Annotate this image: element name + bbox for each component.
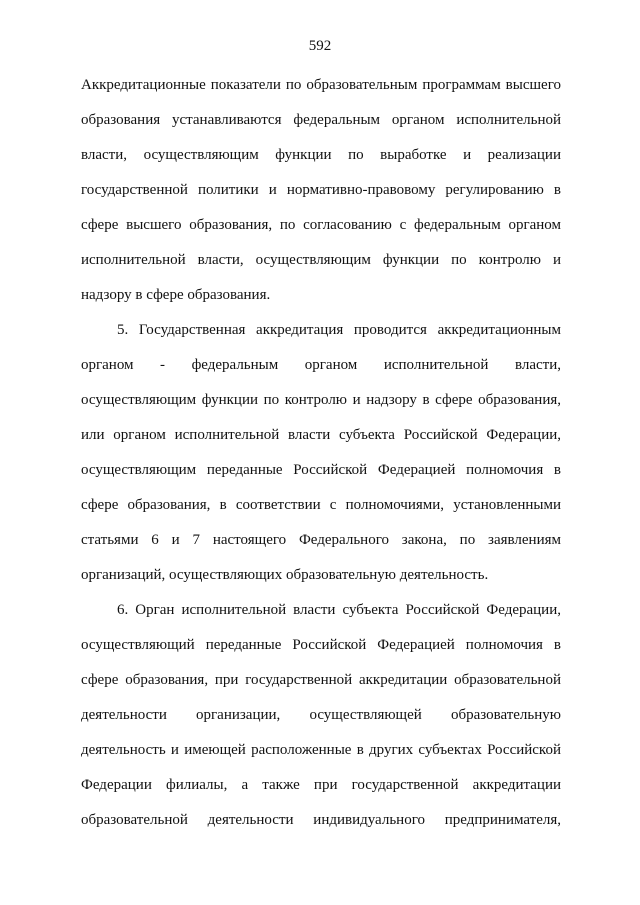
text-line: 6. Орган исполнительной власти субъекта Российской Федерации, (117, 602, 561, 618)
text-line: Федерации филиалы, а также при государственной аккредитации (81, 777, 561, 793)
text-line: осуществляющим функции по контролю и надзору в сфере образования, (81, 392, 561, 408)
text-line: организаций, осуществляющих образовательную деятельность. (81, 567, 489, 583)
page-number: 592 (308, 38, 332, 54)
text-line: надзору в сфере образования. (81, 287, 271, 303)
text-line: или органом исполнительной власти субъекта Российской Федерации, (81, 427, 561, 443)
text-line: осуществляющий переданные Российской Федерацией полномочия в (81, 637, 561, 653)
paragraph-p-item-6 (81, 593, 561, 838)
text-line: статьями 6 и 7 настоящего Федерального закона, по заявлениям (81, 532, 561, 548)
text-line: органом - федеральным органом исполнительной власти, (81, 357, 561, 373)
text-line: исполнительной власти, осуществляющим функции по контролю и (81, 252, 561, 268)
text-line: сфере образования, при государственной аккредитации образовательной (81, 672, 561, 688)
text-line: образования устанавливаются федеральным органом исполнительной (81, 112, 561, 128)
text-line: сфере образования, в соответствии с полномочиями, установленными (81, 497, 561, 513)
text-line: Аккредитационные показатели по образовательным программам высшего (81, 77, 561, 93)
text-line: осуществляющим переданные Российской Федерацией полномочия в (81, 462, 561, 478)
text-line: образовательной деятельности индивидуального предпринимателя, (81, 812, 561, 828)
text-line: деятельности организации, осуществляющей образовательную (81, 707, 561, 723)
text-line: деятельность и имеющей расположенные в других субъектах Российской (81, 742, 561, 758)
text-line: 5. Государственная аккредитация проводится аккредитационным (117, 322, 561, 338)
paragraph-p-item-5 (81, 313, 561, 593)
text-line: власти, осуществляющим функции по выработке и реализации (81, 147, 561, 163)
text-line: государственной политики и нормативно-правовому регулированию в (81, 182, 561, 198)
text-line: сфере высшего образования, по согласованию с федеральным органом (81, 217, 561, 233)
paragraph-p-accreditation-indicators (81, 68, 561, 313)
document-body (81, 68, 561, 838)
